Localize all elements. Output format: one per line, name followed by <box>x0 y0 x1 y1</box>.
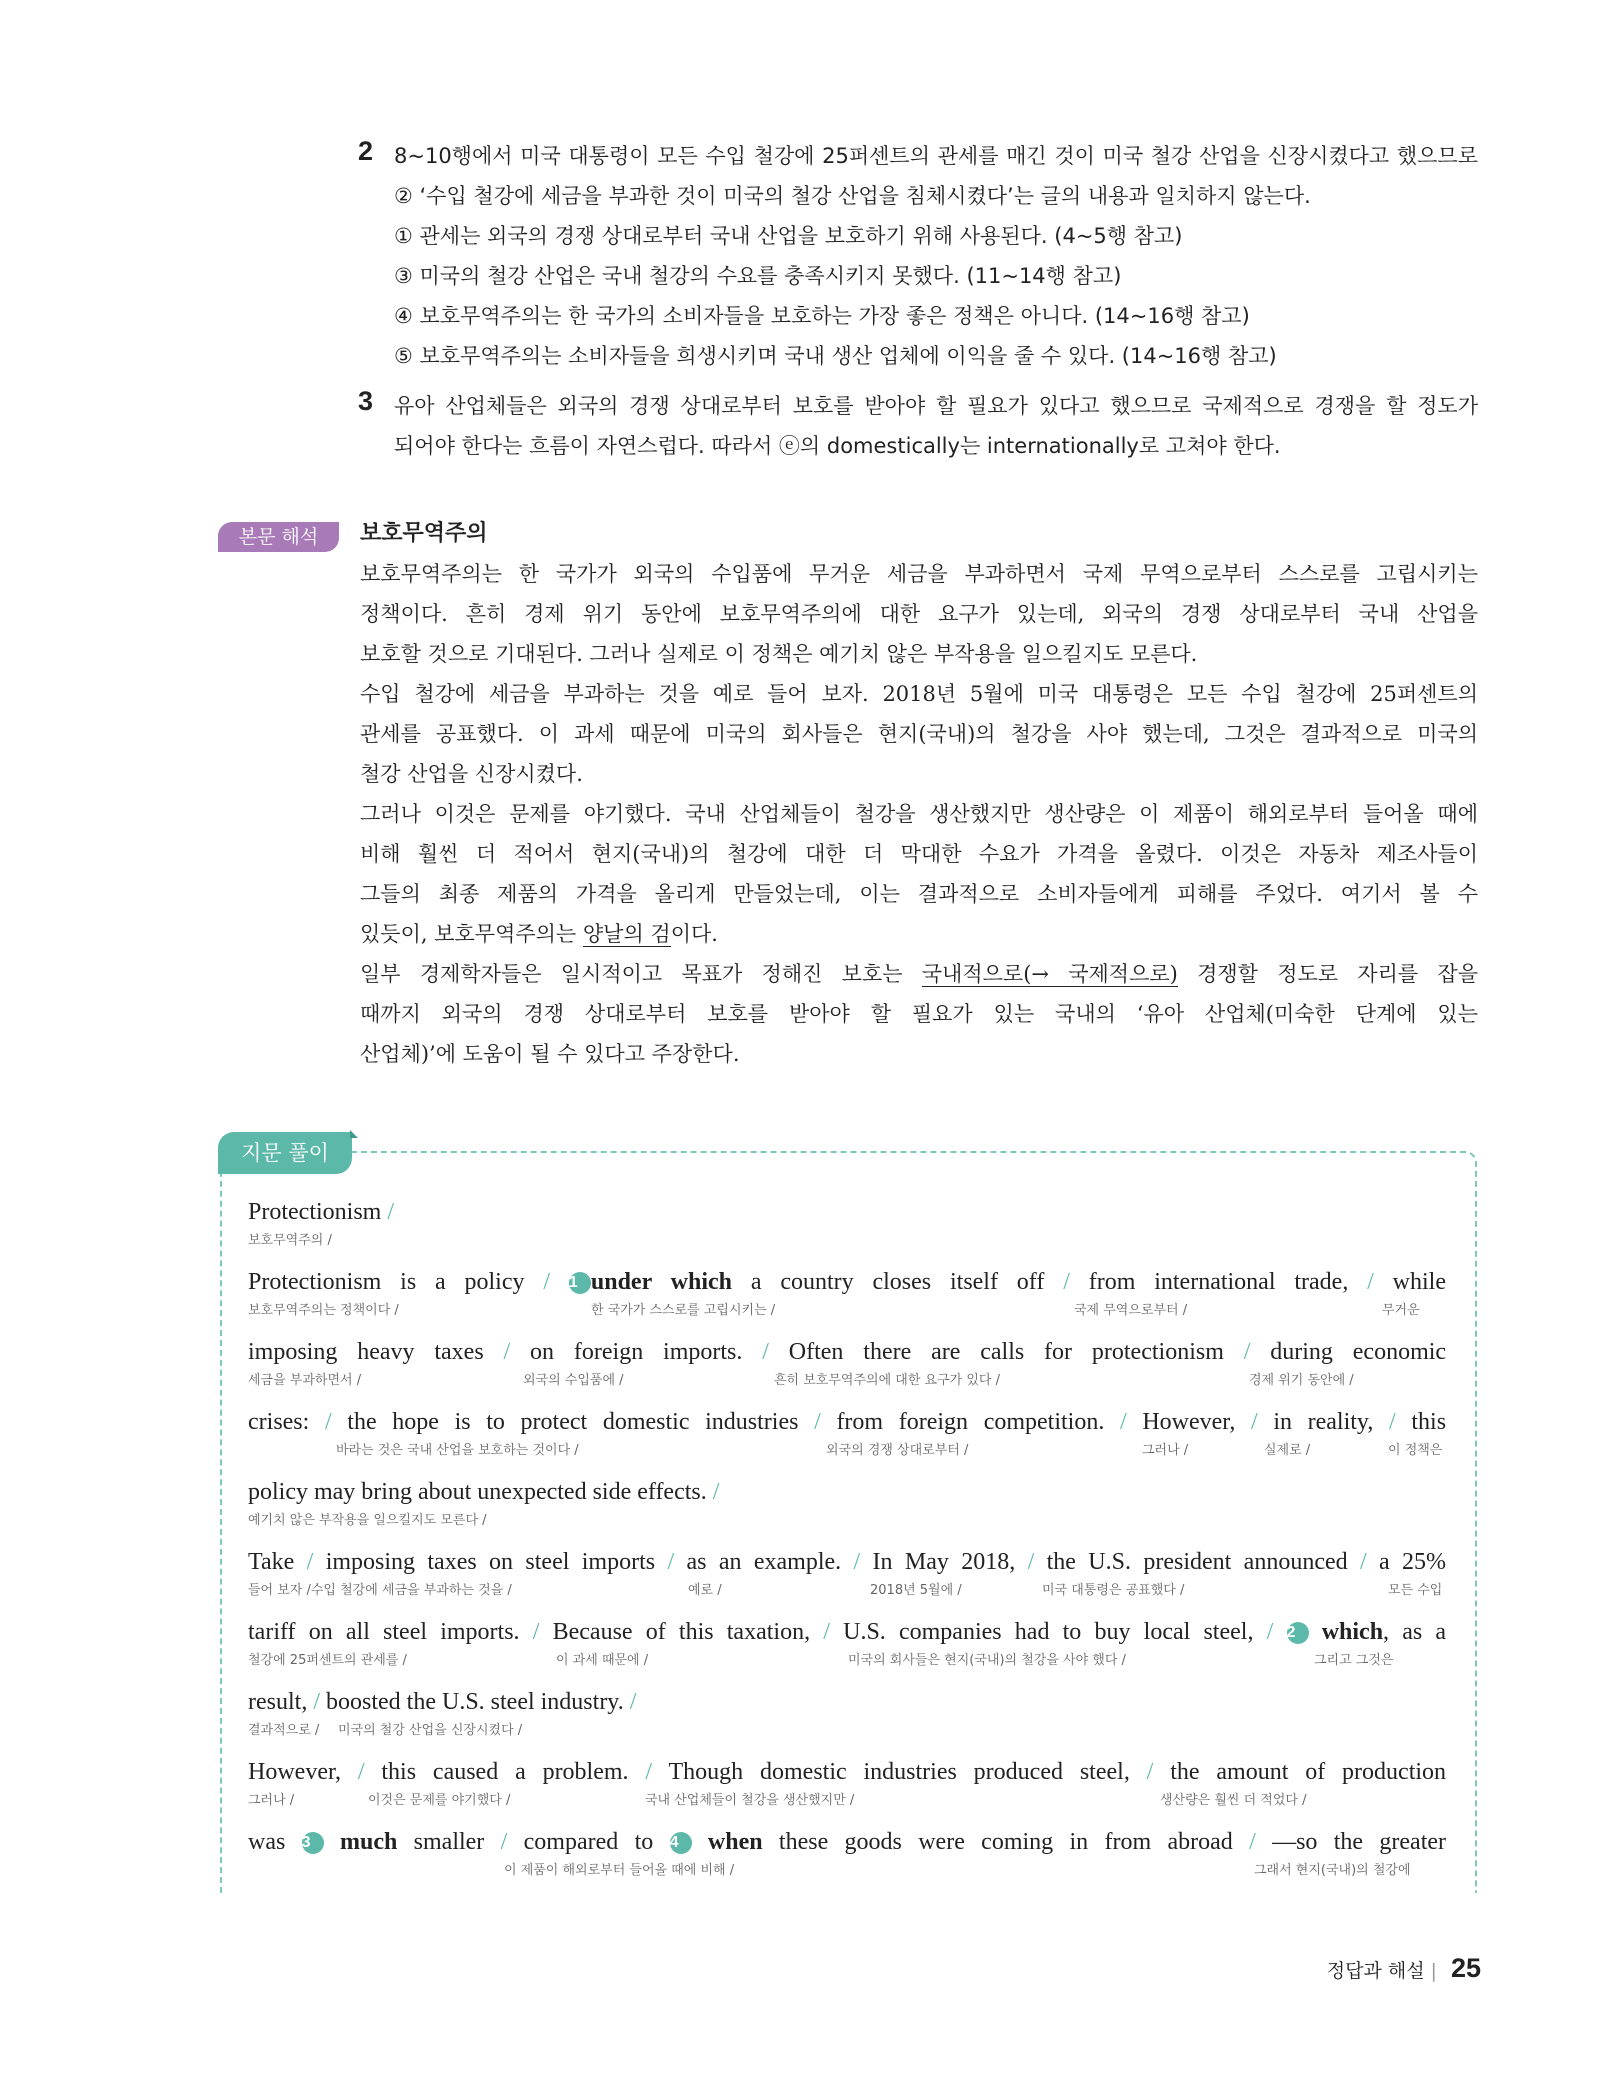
underlined-phrase: 양날의 검 <box>582 922 671 946</box>
translation-line: 보호할 것으로 기대된다. 그러나 실제로 이 정책은 예기치 않은 부작용을 일으킬지도 모른다. <box>360 642 1198 666</box>
translation-line: 있듯이, 보호무역주의는 양날의 검이다. <box>360 922 718 946</box>
explanation-line: 되어야 한다는 흐름이 자연스럽다. 따라서 ⓔ의 domestically는 internationally로 고쳐야 한다. <box>394 434 1281 458</box>
reading-line: policy may bring about unexpected side effects. / 예기치 않은 부작용을 일으킬지도 모른다 / <box>248 1479 720 1528</box>
reading-line: However, / this caused a problem. / Though domestic industries produced steel, / the amount of production 그러나 / 이것은 문제를 야기했다 / 국내 산업체들이 철강을 생산했지만 / 생산량은 훨씬 더 적었다 / <box>248 1759 1447 1808</box>
explanation-line: 8~10행에서 미국 대통령이 모든 수입 철강에 25퍼센트의 관세를 매긴 것이 미국 철강 산업을 신장시켰다고 했으므로 <box>394 144 1478 168</box>
translation-line: 산업체)’에 도움이 될 수 있다고 주장한다. <box>360 1042 740 1066</box>
translation-line: 그러나 이것은 문제를 야기했다. 국내 산업체들이 철강을 생산했지만 생산량은 이 제품이 해외로부터 들어올 때에 <box>360 802 1478 826</box>
reading-badge: 지문 풀이 <box>218 1132 352 1174</box>
reading-line: Protectionism is a policy / 1 under which a country closes itself off / from international trade, / while 보호무역주의는 정책이다 / 한 국가가 스스로를 고립시키는 / 국제 무역으로부터 / 무거운 <box>248 1269 1446 1318</box>
footer-label: 정답과 해설 <box>1326 1960 1425 1982</box>
translation-line: 때까지 외국의 경쟁 상대로부터 보호를 받아야 할 필요가 있는 국내의 ‘유아 산업체(미숙한 단계에 있는 <box>360 1002 1478 1026</box>
translation-line: 수입 철강에 세금을 부과하는 것을 예로 들어 보자. 2018년 5월에 미국 대통령은 모든 수입 철강에 25퍼센트의 <box>360 682 1478 706</box>
page-footer: 정답과 해설 | 25 <box>1326 1953 1481 1983</box>
translation-line: 철강 산업을 신장시켰다. <box>360 762 583 786</box>
reading-lines <box>248 1195 1446 1895</box>
reading-line: Take / imposing taxes on steel imports / as an example. / In May 2018, / the U.S. president announced / a 25% 들어 보자 /수입 철강에 세금을 부과하는 것을 / 예로 / 2018년 5월에 / 미국 대통령은 공표했다 / 모든 수입 <box>248 1549 1447 1598</box>
page-number: 25 <box>1450 1953 1481 1983</box>
explanation-line: ⑤ 보호무역주의는 소비자들을 희생시키며 국내 생산 업체에 이익을 줄 수 있다. (14~16행 참고) <box>394 344 1277 368</box>
translation-line: 그들의 최종 제품의 가격을 올리게 만들었는데, 이는 결과적으로 소비자들에게 피해를 주었다. 여기서 볼 수 <box>360 882 1478 906</box>
explanation-line: ④ 보호무역주의는 한 국가의 소비자들을 보호하는 가장 좋은 정책은 아니다. (14~16행 참고) <box>394 304 1250 328</box>
reading-line: crises: / the hope is to protect domestic industries / from foreign competition. / However, / in reality, / this 바라는 것은 국내 산업을 보호하는 것이다 / 외국의 경쟁 상대로부터 / 그러나 / 실제로 / 이 정책은 <box>248 1409 1447 1458</box>
number-marker: 2 <box>1287 1622 1309 1644</box>
translation-line: 관세를 공표했다. 이 과세 때문에 미국의 회사들은 현지(국내)의 철강을 사야 했는데, 그것은 결과적으로 미국의 <box>360 722 1478 746</box>
underlined-phrase: 국내적으로(→ 국제적으로) <box>921 962 1178 986</box>
translation-title: 보호무역주의 <box>360 521 488 546</box>
number-marker: 4 <box>670 1832 692 1854</box>
answer-3 <box>358 386 1478 466</box>
reading-line: was 3 much smaller / compared to 4 when these goods were coming in from abroad / —so the greater 이 제품이 해외로부터 들어올 때에 비해 / 그래서 현지(국내)의 철강에 <box>248 1829 1447 1878</box>
explanation-line: 유아 산업체들은 외국의 경쟁 상대로부터 보호를 받아야 할 필요가 있다고 했으므로 국제적으로 경쟁을 할 정도가 <box>394 394 1478 418</box>
translation-line: 비해 훨씬 더 적어서 현지(국내)의 철강에 대한 더 막대한 수요가 가격을 올렸다. 이것은 자동차 제조사들이 <box>360 842 1478 866</box>
reading-line: result, / boosted the U.S. steel industry. / 결과적으로 / 미국의 철강 산업을 신장시켰다 / <box>248 1689 637 1738</box>
reading-line: imposing heavy taxes / on foreign imports. / Often there are calls for protectionism / during economic 세금을 부과하면서 / 외국의 수입품에 / 흔히 보호무역주의에 대한 요구가 있다 / 경제 위기 동안에 / <box>248 1339 1447 1388</box>
translation-line: 일부 경제학자들은 일시적이고 목표가 정해진 보호는 국내적으로(→ 국제적으로) 경쟁할 정도로 자리를 잡을 <box>360 962 1478 986</box>
question-number: 3 <box>358 386 374 416</box>
translation-section <box>218 514 1478 1074</box>
reading-line: tariff on all steel imports. / Because of this taxation, / U.S. companies had to buy local steel, / 2 which, as a 철강에 25퍼센트의 관세를 / 이 과세 때문에 / 미국의 회사들은 현지(국내)의 철강을 사야 했다 / 그리고 그것은 <box>248 1619 1447 1668</box>
translation-badge: 본문 해석 <box>218 522 339 552</box>
answer-explanations <box>358 136 1478 476</box>
explanation-line: ③ 미국의 철강 산업은 국내 철강의 수요를 충족시키지 못했다. (11~14행 참고) <box>394 264 1122 288</box>
explanation-line: ② ‘수입 철강에 세금을 부과한 것이 미국의 철강 산업을 침체시켰다’는 글의 내용과 일치하지 않는다. <box>394 184 1311 208</box>
explanation-line: ① 관세는 외국의 경쟁 상대로부터 국내 산업을 보호하기 위해 사용된다. (4~5행 참고) <box>394 224 1183 248</box>
translation-line: 보호무역주의는 한 국가가 외국의 수입품에 무거운 세금을 부과하면서 국제 무역으로부터 스스로를 고립시키는 <box>360 562 1478 586</box>
number-marker: 1 <box>569 1272 591 1294</box>
number-marker: 3 <box>302 1832 324 1854</box>
translation-line: 정책이다. 흔히 경제 위기 동안에 보호무역주의에 대한 요구가 있는데, 외국의 경쟁 상대로부터 국내 산업을 <box>360 602 1478 626</box>
question-number: 2 <box>358 136 374 166</box>
answer-2 <box>358 136 1478 376</box>
reading-line: Protectionism / 보호무역주의 / <box>248 1199 394 1248</box>
